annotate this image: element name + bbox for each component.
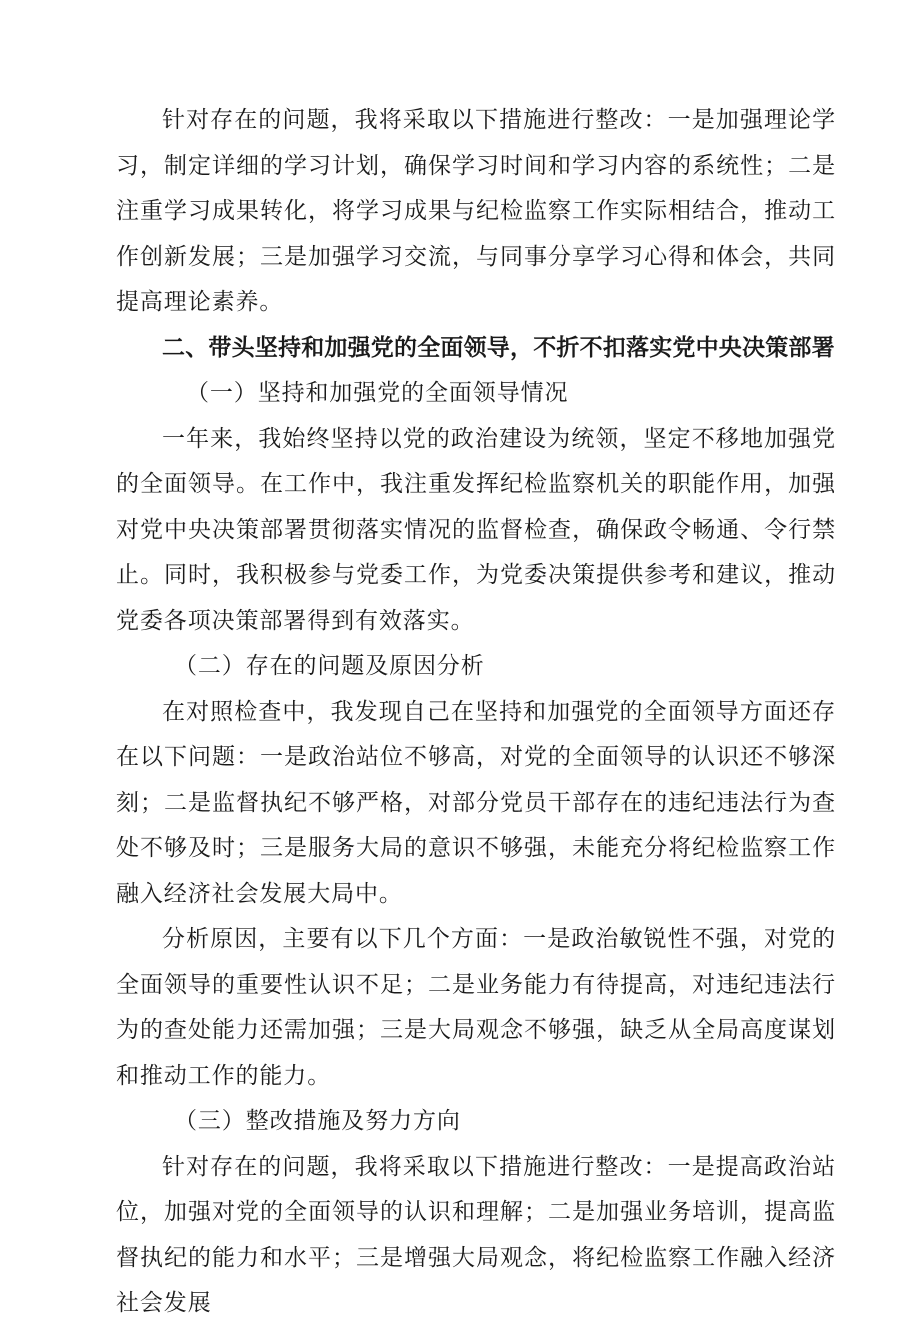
document-body	[116, 98, 836, 1327]
section-heading-2: 二、带头坚持和加强党的全面领导，不折不扣落实党中央决策部署	[162, 334, 835, 361]
paragraph-rectification-measures: 针对存在的问题，我将采取以下措施进行整改：一是提高政治站位，加强对党的全面领导的认识和理解；二是加强业务培训，提高监督执纪的能力和水平；三是增强大局观念，将纪检监察工作融入经济社会发展	[116, 1153, 836, 1316]
subheading-3: （三）整改措施及努力方向	[174, 1108, 461, 1134]
subheading-2: （二）存在的问题及原因分析	[174, 653, 485, 679]
paragraph-rectification-study: 针对存在的问题，我将采取以下措施进行整改：一是加强理论学习，制定详细的学习计划，确保学习时间和学习内容的系统性；二是注重学习成果转化，将学习成果与纪检监察工作实际相结合，推动工作创新发展；三是加强学习交流，与同事分享学习心得和体会，共同提高理论素养。	[116, 107, 836, 315]
paragraph-problems: 在对照检查中，我发现自己在坚持和加强党的全面领导方面还存在以下问题：一是政治站位不够高，对党的全面领导的认识还不够深刻；二是监督执纪不够严格，对部分党员干部存在的违纪违法行为查处不够及时；三是服务大局的意识不够强，未能充分将纪检监察工作融入经济社会发展大局中。	[116, 698, 836, 907]
subheading-1: （一）坚持和加强党的全面领导情况	[186, 380, 569, 406]
paragraph-leadership-situation: 一年来，我始终坚持以党的政治建设为统领，坚定不移地加强党的全面领导。在工作中，我注重发挥纪检监察机关的职能作用，加强对党中央决策部署贯彻落实情况的监督检查，确保政令畅通、令行禁止。同时，我积极参与党委工作，为党委决策提供参考和建议，推动党委各项决策部署得到有效落实。	[116, 425, 836, 634]
paragraph-cause-analysis: 分析原因，主要有以下几个方面：一是政治敏锐性不强，对党的全面领导的重要性认识不足；二是业务能力有待提高，对违纪违法行为的查处能力还需加强；三是大局观念不够强，缺乏从全局高度谋划和推动工作的能力。	[116, 926, 836, 1089]
